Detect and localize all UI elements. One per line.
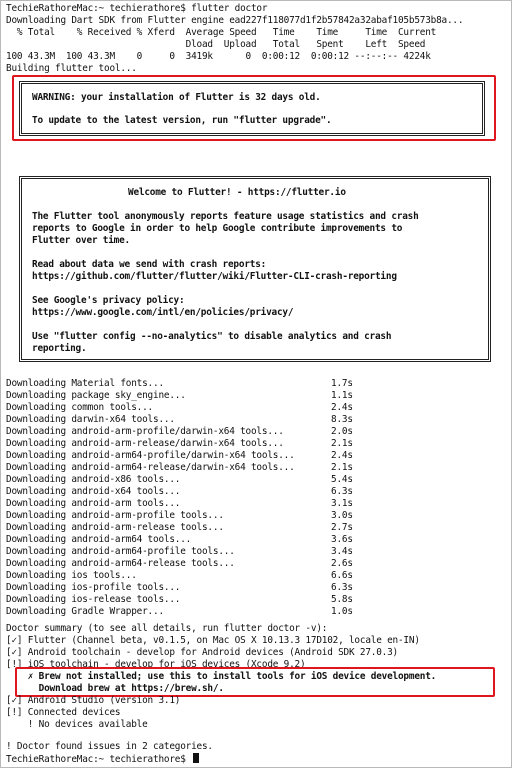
crash-reports-link[interactable]: https://github.com/flutter/flutter/wiki/Flutter-CLI-crash-reporting bbox=[32, 271, 397, 282]
issues-found-line: ! Doctor found issues in 2 categories. bbox=[6, 741, 213, 752]
download-item-time: 5.8s bbox=[331, 594, 353, 605]
doctor-summary-intro: Doctor summary (to see all details, run flutter doctor -v): bbox=[6, 623, 328, 634]
privacy-policy-link[interactable]: https://www.google.com/intl/en/policies/privacy/ bbox=[32, 307, 294, 318]
analytics-notice-line-1: The Flutter tool anonymously reports feature usage statistics and crash bbox=[32, 211, 419, 222]
final-prompt-line[interactable] bbox=[6, 753, 199, 765]
disable-analytics-line-2: reporting. bbox=[32, 343, 87, 354]
download-item-name: Downloading android-x64 tools... bbox=[6, 486, 181, 497]
download-item-time: 3.0s bbox=[331, 510, 353, 521]
brew-missing-line: ✗ Brew not installed; use this to install tools for iOS device development. bbox=[6, 671, 437, 682]
download-item-name: Downloading android-arm64-profile/darwin-x64 tools... bbox=[6, 450, 295, 461]
check-android-toolchain: [✓] Android toolchain - develop for Android devices (Android SDK 27.0.3) bbox=[6, 647, 398, 658]
curl-header-line: % Total % Received % Xferd Average Speed Time Time Time Current bbox=[6, 27, 437, 38]
download-item-time: 3.4s bbox=[331, 546, 353, 557]
download-item-time: 2.0s bbox=[331, 426, 353, 437]
download-item-name: Downloading ios-profile tools... bbox=[6, 582, 181, 593]
download-item-time: 6.3s bbox=[331, 486, 353, 497]
analytics-notice-line-2: reports to Google in order to help Google contribute improvements to bbox=[32, 223, 403, 234]
crash-reports-line: Read about data we send with crash reports: bbox=[32, 259, 267, 270]
download-item-time: 2.7s bbox=[331, 522, 353, 533]
welcome-title: Welcome to Flutter! - https://flutter.io bbox=[128, 187, 346, 198]
command-prompt-line: TechieRathoreMac:~ techierathore$ flutter doctor bbox=[6, 3, 268, 14]
check-ios-toolchain: [!] iOS toolchain - develop for iOS devices (Xcode 9.2) bbox=[6, 659, 306, 670]
download-item-name: Downloading android-arm-release/darwin-x64 tools... bbox=[6, 438, 284, 449]
download-item-time: 3.6s bbox=[331, 534, 353, 545]
check-flutter: [✓] Flutter (Channel beta, v0.1.5, on Mac OS X 10.13.3 17D102, locale en-IN) bbox=[6, 635, 420, 646]
download-item-name: Downloading android-arm-profile/darwin-x64 tools... bbox=[6, 426, 284, 437]
download-item-time: 2.4s bbox=[331, 402, 353, 413]
privacy-policy-line: See Google's privacy policy: bbox=[32, 295, 185, 306]
download-item-name: Downloading android-arm64 tools... bbox=[6, 534, 192, 545]
curl-header-line-2: Dload Upload Total Spent Left Speed bbox=[6, 39, 426, 50]
analytics-notice-line-3: Flutter over time. bbox=[32, 235, 130, 246]
welcome-box bbox=[19, 176, 491, 362]
download-item-name: Downloading android-x86 tools... bbox=[6, 474, 181, 485]
check-connected-devices: [!] Connected devices bbox=[6, 707, 121, 718]
building-tool-line: Building flutter tool... bbox=[6, 63, 137, 74]
warning-line: WARNING: your installation of Flutter is 32 days old. bbox=[32, 92, 321, 103]
download-item-name: Downloading Material fonts... bbox=[6, 378, 164, 389]
download-item-time: 1.0s bbox=[331, 606, 353, 617]
upgrade-hint-line: To update to the latest version, run "flutter upgrade". bbox=[32, 115, 332, 126]
download-item-name: Downloading ios tools... bbox=[6, 570, 137, 581]
brew-download-line: Download brew at https://brew.sh/. bbox=[6, 683, 224, 694]
warning-highlight-frame bbox=[12, 75, 496, 141]
download-item-name: Downloading Gradle Wrapper... bbox=[6, 606, 164, 617]
download-item-time: 2.1s bbox=[331, 462, 353, 473]
text-cursor bbox=[193, 753, 199, 763]
curl-progress-row: 100 43.3M 100 43.3M 0 0 3419k 0 0:00:12 0:00:12 --:--:-- 4224k bbox=[6, 51, 431, 62]
final-prompt-text: TechieRathoreMac:~ techierathore$ bbox=[6, 754, 192, 765]
download-item-time: 1.7s bbox=[331, 378, 353, 389]
download-item-name: Downloading android-arm-release tools... bbox=[6, 522, 224, 533]
download-item-time: 3.1s bbox=[331, 498, 353, 509]
download-item-name: Downloading android-arm64-release/darwin-x64 tools... bbox=[6, 462, 295, 473]
download-item-time: 8.3s bbox=[331, 414, 353, 425]
download-item-name: Downloading android-arm64-release tools... bbox=[6, 558, 235, 569]
download-item-name: Downloading package sky_engine... bbox=[6, 390, 186, 401]
download-item-time: 6.3s bbox=[331, 582, 353, 593]
check-android-studio: [✓] Android Studio (version 3.1) bbox=[6, 695, 181, 706]
download-item-name: Downloading darwin-x64 tools... bbox=[6, 414, 175, 425]
download-item-name: Downloading android-arm-profile tools... bbox=[6, 510, 224, 521]
no-devices-line: ! No devices available bbox=[6, 719, 148, 730]
download-item-time: 5.4s bbox=[331, 474, 353, 485]
download-item-name: Downloading common tools... bbox=[6, 402, 153, 413]
download-item-time: 2.1s bbox=[331, 438, 353, 449]
downloading-sdk-line: Downloading Dart SDK from Flutter engine ead227f118077d1f2b57842a32abaf105b573b8a... bbox=[6, 15, 464, 26]
download-item-name: Downloading android-arm64-profile tools... bbox=[6, 546, 235, 557]
download-item-time: 6.6s bbox=[331, 570, 353, 581]
download-item-time: 2.6s bbox=[331, 558, 353, 569]
brew-highlight-frame bbox=[15, 667, 495, 697]
download-item-time: 2.4s bbox=[331, 450, 353, 461]
disable-analytics-line-1: Use "flutter config --no-analytics" to disable analytics and crash bbox=[32, 331, 392, 342]
download-item-time: 1.1s bbox=[331, 390, 353, 401]
download-item-name: Downloading android-arm tools... bbox=[6, 498, 181, 509]
download-item-name: Downloading ios-release tools... bbox=[6, 594, 181, 605]
